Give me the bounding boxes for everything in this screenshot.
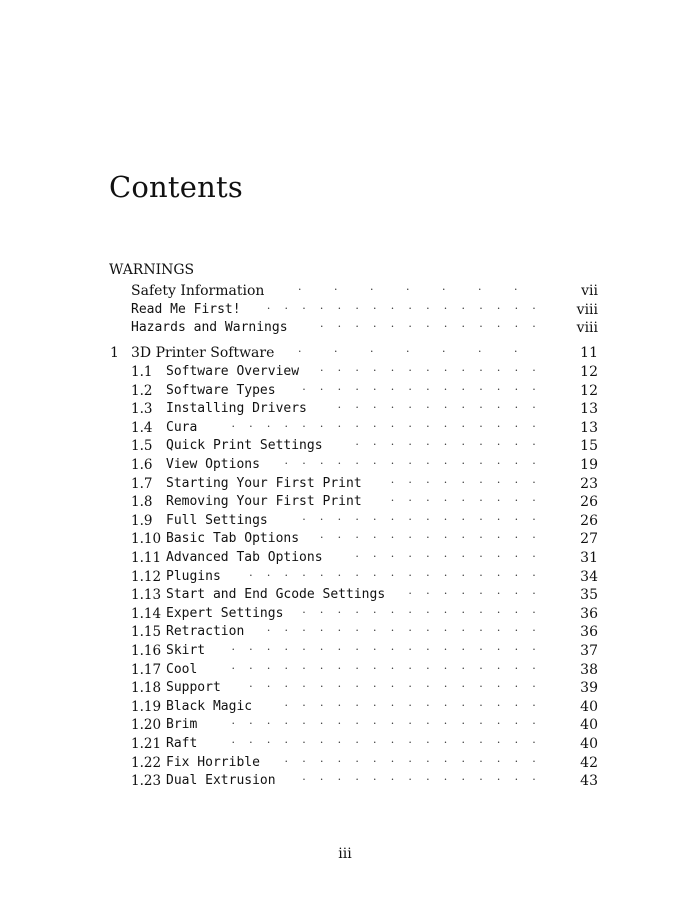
entry-number: 1.18 [131,680,162,697]
entry-number: 1.6 [131,457,153,473]
entry-number: 1.10 [131,531,162,548]
dot-leader: ··············· [284,754,550,768]
entry-title: Fix Horrible [166,754,260,770]
toc-entry [0,283,690,301]
dot-leader: ·················· [231,643,550,656]
toc-entry [0,302,690,320]
toc-entry [0,587,690,605]
toc-entry [0,569,690,587]
entry-page: 43 [580,773,598,790]
dot-leader: ············· [319,531,550,545]
dot-leader: ············ [337,401,550,415]
dot-leader: ················· [249,568,550,582]
entry-number: 1.19 [131,698,162,715]
entry-page: 40 [580,698,598,715]
entry-title: Dual Extrusion [166,773,276,789]
entry-title: Brim [166,717,198,733]
toc-entry [0,717,690,735]
entry-number: 1.9 [131,512,153,529]
entry-page: 11 [580,345,598,361]
entry-title: Skirt [166,643,206,658]
entry-page: 31 [580,550,598,566]
dot-leader: ··············· [284,698,550,712]
entry-number: 1.15 [131,624,162,641]
dot-leader: ················· [249,680,550,694]
dot-leader: ······· [298,345,550,358]
toc-entry [0,755,690,773]
entry-page: viii [576,301,598,318]
entry-title: Hazards and Warnings [131,320,288,336]
entry-number: 1.21 [131,736,162,752]
toc-entry [0,383,690,401]
dot-leader: ················ [266,624,550,638]
toc-entry [0,457,690,475]
entry-title: Cool [166,661,198,677]
entry-page: 37 [580,643,598,659]
dot-leader: ··········· [355,438,550,452]
entry-title: Cura [166,419,198,435]
toc-entry [0,438,690,456]
toc-entry [0,476,690,494]
entry-title: Expert Settings [166,605,284,621]
entry-number: 1.7 [131,475,153,492]
entry-title: Software Overview [166,364,300,379]
dot-leader: ·············· [302,512,550,526]
dot-leader: ·············· [302,382,550,396]
dot-leader: ······· [298,283,550,296]
entry-number: 1.4 [131,419,153,436]
dot-leader: ··············· [284,457,550,470]
entry-page: 13 [580,401,598,418]
dot-leader: ············· [319,364,550,377]
warnings-heading: WARNINGS [109,262,195,278]
entry-number: 1.13 [131,587,162,604]
toc-entry [0,773,690,791]
entry-page: 39 [580,680,598,697]
toc-entry [0,550,690,568]
entry-title: Removing Your First Print [166,494,362,510]
toc-entry [0,624,690,642]
toc-entry [0,320,690,338]
entry-number: 1.16 [131,643,162,659]
entry-title: Retraction [166,624,245,640]
entry-title: Support [166,680,221,696]
page-number: iii [338,846,352,862]
entry-page: 42 [580,754,598,771]
dot-leader: ··········· [355,550,550,563]
entry-title: Raft [166,736,198,751]
toc-entry [0,643,690,661]
entry-title: Read Me First! [131,301,241,317]
entry-title: Basic Tab Options [166,531,300,547]
toc-entry [0,699,690,717]
entry-title: Starting Your First Print [166,475,362,491]
toc-entry [0,736,690,754]
dot-leader: ········· [390,475,550,489]
dot-leader: ·············· [302,773,550,787]
dot-leader: ········· [390,494,550,508]
entry-page: 26 [580,512,598,529]
entry-title: Software Types [166,382,276,398]
toc-entry [0,364,690,382]
entry-number: 1.12 [131,568,162,585]
entry-page: vii [581,283,598,299]
entry-title: Advanced Tab Options [166,550,323,565]
entry-number: 1.17 [131,661,162,678]
entry-number: 1.14 [131,605,162,622]
toc-entry [0,494,690,512]
entry-page: 35 [580,587,598,604]
dot-leader: ············· [319,320,550,334]
dot-leader: ········ [408,587,550,601]
entry-number: 1.20 [131,717,162,734]
entry-page: 13 [580,419,598,436]
dot-leader: ·················· [231,419,550,433]
entry-page: 12 [580,382,598,399]
entry-title: Full Settings [166,512,268,528]
entry-title: View Options [166,457,260,472]
entry-page: 36 [580,605,598,622]
entry-number: 1.3 [131,401,153,418]
entry-page: 27 [580,531,598,548]
entry-page: 40 [580,736,598,752]
entry-title: Quick Print Settings [166,438,323,454]
dot-leader: ·················· [231,717,550,731]
toc-entry [0,680,690,698]
entry-number: 1.1 [131,364,153,380]
entry-title: Safety Information [131,283,265,299]
toc-entry [0,345,690,363]
entry-number: 1.2 [131,382,153,399]
toc-entry [0,513,690,531]
toc-entry [0,531,690,549]
entry-number: 1.5 [131,438,153,455]
entry-number: 1.22 [131,754,162,771]
contents-heading: Contents [109,170,243,204]
entry-title: 3D Printer Software [131,345,275,361]
toc-entry [0,662,690,680]
entry-number: 1.8 [131,494,153,511]
entry-page: 38 [580,661,598,678]
entry-page: 12 [580,364,598,380]
entry-title: Black Magic [166,698,253,714]
entry-page: 36 [580,624,598,641]
entry-number: 1.11 [131,550,162,566]
toc-entry [0,420,690,438]
entry-page: 19 [580,457,598,473]
toc-entry [0,606,690,624]
entry-page: 26 [580,494,598,511]
entry-title: Start and End Gcode Settings [166,587,386,603]
dot-leader: ·············· [302,605,550,619]
entry-number: 1.23 [131,773,162,790]
entry-page: 40 [580,717,598,734]
entry-number: 1 [110,345,119,361]
entry-page: viii [576,320,598,337]
entry-page: 15 [580,438,598,455]
entry-page: 23 [580,475,598,492]
entry-page: 34 [580,568,598,585]
dot-leader: ·················· [231,661,550,675]
dot-leader: ·················· [231,736,550,749]
entry-title: Installing Drivers [166,401,307,417]
dot-leader: ················ [266,301,550,315]
entry-title: Plugins [166,568,221,584]
toc-entry [0,401,690,419]
